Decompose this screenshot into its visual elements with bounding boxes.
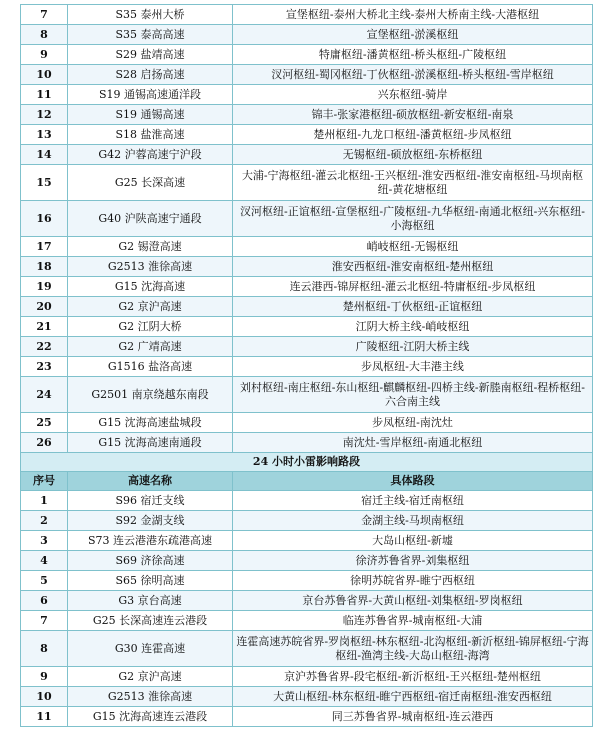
row-number: 6 bbox=[21, 591, 68, 611]
road-detail: 宣堡枢纽-淤溪枢纽 bbox=[233, 25, 593, 45]
road-name: G2513 淮徐高速 bbox=[68, 257, 233, 277]
row-number: 9 bbox=[21, 45, 68, 65]
road-detail: 淮安西枢纽-淮安南枢纽-楚州枢纽 bbox=[233, 257, 593, 277]
table-row bbox=[21, 631, 593, 667]
road-name: S19 通锡高速 bbox=[68, 105, 233, 125]
road-detail: 步凤枢纽-南沈灶 bbox=[233, 413, 593, 433]
row-number: 8 bbox=[21, 631, 68, 667]
table-row bbox=[21, 85, 593, 105]
row-number: 17 bbox=[21, 237, 68, 257]
road-detail: 广陵枢纽-江阴大桥主线 bbox=[233, 337, 593, 357]
road-name: G15 沈海高速盐城段 bbox=[68, 413, 233, 433]
road-detail: 汊河枢纽-蜀冈枢纽-丁伙枢纽-淤溪枢纽-桥头枢纽-雪岸枢纽 bbox=[233, 65, 593, 85]
table-row bbox=[21, 317, 593, 337]
road-name: S29 盐靖高速 bbox=[68, 45, 233, 65]
road-detail: 徐济苏鲁省界-刘集枢纽 bbox=[233, 551, 593, 571]
table-row bbox=[21, 377, 593, 413]
column-header-row bbox=[21, 472, 593, 491]
road-detail: 步凤枢纽-大丰港主线 bbox=[233, 357, 593, 377]
table-row bbox=[21, 357, 593, 377]
table-row bbox=[21, 707, 593, 727]
table-row bbox=[21, 433, 593, 453]
road-name: S96 宿迁支线 bbox=[68, 491, 233, 511]
road-detail: 峭岐枢纽-无锡枢纽 bbox=[233, 237, 593, 257]
header-no: 序号 bbox=[21, 472, 68, 491]
row-number: 7 bbox=[21, 5, 68, 25]
row-number: 13 bbox=[21, 125, 68, 145]
table-row bbox=[21, 165, 593, 201]
road-name: G15 沈海高速 bbox=[68, 277, 233, 297]
road-detail: 连霍高速苏皖省界-罗岗枢纽-林东枢纽-北沟枢纽-新沂枢纽-锦屏枢纽-宁海枢纽-渔湾主线-大岛山枢纽-海湾 bbox=[233, 631, 593, 667]
header-detail: 具体路段 bbox=[233, 472, 593, 491]
table-row bbox=[21, 277, 593, 297]
road-name: G40 沪陕高速宁通段 bbox=[68, 201, 233, 237]
table-row bbox=[21, 257, 593, 277]
table-row bbox=[21, 337, 593, 357]
road-detail: 宿迁主线-宿迁南枢纽 bbox=[233, 491, 593, 511]
road-detail: 宣堡枢纽-泰州大桥北主线-泰州大桥南主线-大港枢纽 bbox=[233, 5, 593, 25]
row-number: 3 bbox=[21, 531, 68, 551]
row-number: 9 bbox=[21, 667, 68, 687]
row-number: 7 bbox=[21, 611, 68, 631]
road-name: S65 徐明高速 bbox=[68, 571, 233, 591]
road-name: G30 连霍高速 bbox=[68, 631, 233, 667]
road-name: G2 江阴大桥 bbox=[68, 317, 233, 337]
road-detail: 汊河枢纽-正谊枢纽-宣堡枢纽-广陵枢纽-九华枢纽-南通北枢纽-兴东枢纽-小海枢纽 bbox=[233, 201, 593, 237]
table-row bbox=[21, 297, 593, 317]
road-name: S69 济徐高速 bbox=[68, 551, 233, 571]
road-name: S19 通锡高速通洋段 bbox=[68, 85, 233, 105]
road-detail: 大黄山枢纽-林东枢纽-睢宁西枢纽-宿迁南枢纽-淮安西枢纽 bbox=[233, 687, 593, 707]
table-row bbox=[21, 591, 593, 611]
road-name: G3 京台高速 bbox=[68, 591, 233, 611]
row-number: 10 bbox=[21, 65, 68, 85]
row-number: 26 bbox=[21, 433, 68, 453]
table-row bbox=[21, 413, 593, 433]
road-detail: 特庸枢纽-潘黄枢纽-桥头枢纽-广陵枢纽 bbox=[233, 45, 593, 65]
road-name: G2 锡澄高速 bbox=[68, 237, 233, 257]
road-name: G15 沈海高速南通段 bbox=[68, 433, 233, 453]
road-name: G2 京沪高速 bbox=[68, 297, 233, 317]
table-row bbox=[21, 551, 593, 571]
table-row bbox=[21, 145, 593, 165]
road-detail: 临连苏鲁省界-城南枢纽-大浦 bbox=[233, 611, 593, 631]
road-name: S28 启扬高速 bbox=[68, 65, 233, 85]
road-detail: 江阴大桥主线-峭岐枢纽 bbox=[233, 317, 593, 337]
row-number: 15 bbox=[21, 165, 68, 201]
road-name: G25 长深高速 bbox=[68, 165, 233, 201]
road-name: S18 盐淮高速 bbox=[68, 125, 233, 145]
row-number: 24 bbox=[21, 377, 68, 413]
section2-header bbox=[21, 453, 593, 491]
road-detail: 连云港西-锦屏枢纽-灌云北枢纽-特庸枢纽-步凤枢纽 bbox=[233, 277, 593, 297]
road-name: G2501 南京绕越东南段 bbox=[68, 377, 233, 413]
road-detail: 金湖主线-马坝南枢纽 bbox=[233, 511, 593, 531]
row-number: 11 bbox=[21, 707, 68, 727]
row-number: 10 bbox=[21, 687, 68, 707]
road-name: S73 连云港港东疏港高速 bbox=[68, 531, 233, 551]
road-detail: 南沈灶-雪岸枢纽-南通北枢纽 bbox=[233, 433, 593, 453]
road-name: G2 京沪高速 bbox=[68, 667, 233, 687]
row-number: 20 bbox=[21, 297, 68, 317]
table-row bbox=[21, 531, 593, 551]
road-detail: 徐明苏皖省界-睢宁西枢纽 bbox=[233, 571, 593, 591]
road-detail: 楚州枢纽-九龙口枢纽-潘黄枢纽-步凤枢纽 bbox=[233, 125, 593, 145]
table-row bbox=[21, 65, 593, 85]
row-number: 14 bbox=[21, 145, 68, 165]
road-detail: 兴东枢纽-骑岸 bbox=[233, 85, 593, 105]
road-detail: 京台苏鲁省界-大黄山枢纽-刘集枢纽-罗岗枢纽 bbox=[233, 591, 593, 611]
road-detail: 京沪苏鲁省界-段宅枢纽-新沂枢纽-王兴枢纽-楚州枢纽 bbox=[233, 667, 593, 687]
road-name: G15 沈海高速连云港段 bbox=[68, 707, 233, 727]
row-number: 4 bbox=[21, 551, 68, 571]
row-number: 8 bbox=[21, 25, 68, 45]
table-row bbox=[21, 45, 593, 65]
section2-body bbox=[21, 491, 593, 727]
road-detail: 锦丰-张家港枢纽-硕放枢纽-新安枢纽-南泉 bbox=[233, 105, 593, 125]
row-number: 19 bbox=[21, 277, 68, 297]
section1-body bbox=[21, 5, 593, 453]
road-name: S92 金湖支线 bbox=[68, 511, 233, 531]
table-row bbox=[21, 491, 593, 511]
row-number: 21 bbox=[21, 317, 68, 337]
row-number: 18 bbox=[21, 257, 68, 277]
table-row bbox=[21, 125, 593, 145]
row-number: 11 bbox=[21, 85, 68, 105]
table-row bbox=[21, 201, 593, 237]
row-number: 23 bbox=[21, 357, 68, 377]
section2-title-row bbox=[21, 453, 593, 472]
road-name: S35 泰高高速 bbox=[68, 25, 233, 45]
road-name: G25 长深高速连云港段 bbox=[68, 611, 233, 631]
row-number: 5 bbox=[21, 571, 68, 591]
table-row bbox=[21, 25, 593, 45]
table-row bbox=[21, 5, 593, 25]
road-name: G1516 盐洛高速 bbox=[68, 357, 233, 377]
table-row bbox=[21, 105, 593, 125]
table-row bbox=[21, 667, 593, 687]
road-name: G2 广靖高速 bbox=[68, 337, 233, 357]
road-table-sheet bbox=[20, 4, 592, 727]
row-number: 2 bbox=[21, 511, 68, 531]
row-number: 16 bbox=[21, 201, 68, 237]
row-number: 22 bbox=[21, 337, 68, 357]
table-row bbox=[21, 687, 593, 707]
table-row bbox=[21, 237, 593, 257]
table-row bbox=[21, 611, 593, 631]
row-number: 1 bbox=[21, 491, 68, 511]
section2-title: 24 小时小雷影响路段 bbox=[21, 453, 593, 472]
road-detail: 大岛山枢纽-新墟 bbox=[233, 531, 593, 551]
row-number: 25 bbox=[21, 413, 68, 433]
table-row bbox=[21, 511, 593, 531]
table-row bbox=[21, 571, 593, 591]
affected-roads-table bbox=[20, 4, 593, 727]
road-name: G42 沪蓉高速宁沪段 bbox=[68, 145, 233, 165]
road-detail: 无锡枢纽-硕放枢纽-东桥枢纽 bbox=[233, 145, 593, 165]
road-detail: 同三苏鲁省界-城南枢纽-连云港西 bbox=[233, 707, 593, 727]
road-detail: 刘村枢纽-南庄枢纽-东山枢纽-麒麟枢纽-四桥主线-新塍南枢纽-程桥枢纽-六合南主线 bbox=[233, 377, 593, 413]
road-name: S35 泰州大桥 bbox=[68, 5, 233, 25]
road-name: G2513 淮徐高速 bbox=[68, 687, 233, 707]
road-detail: 大浦-宁海枢纽-灌云北枢纽-王兴枢纽-淮安西枢纽-淮安南枢纽-马坝南枢纽-黄花塘枢纽 bbox=[233, 165, 593, 201]
row-number: 12 bbox=[21, 105, 68, 125]
road-detail: 楚州枢纽-丁伙枢纽-正谊枢纽 bbox=[233, 297, 593, 317]
header-road: 高速名称 bbox=[68, 472, 233, 491]
